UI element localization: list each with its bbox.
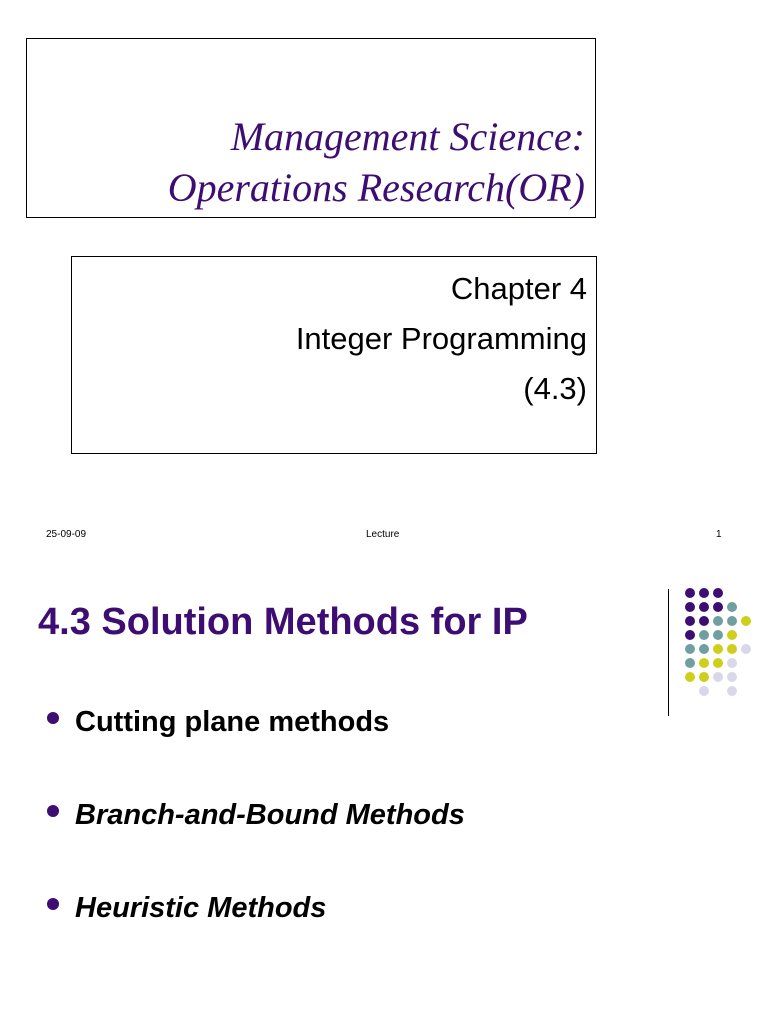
decorative-dot (727, 616, 737, 626)
decorative-dot (699, 616, 709, 626)
decorative-dot (713, 644, 723, 654)
decorative-dot (741, 616, 751, 626)
decorative-dot (713, 602, 723, 612)
chapter-topic: Integer Programming (295, 321, 587, 356)
decorative-dot (685, 672, 695, 682)
section-number: (4.3) (523, 371, 587, 406)
bullet-marker (47, 898, 59, 910)
decorative-dot (741, 644, 751, 654)
bullet-item-branch-and-bound: Branch-and-Bound Methods (75, 799, 465, 831)
decorative-dot (685, 588, 695, 598)
decorative-dot (727, 686, 737, 696)
decorative-dot (685, 602, 695, 612)
decorative-dot (685, 658, 695, 668)
decorative-dot (713, 672, 723, 682)
decorative-dot (699, 686, 709, 696)
slide-title-line-1: Management Science: (230, 114, 585, 159)
decorative-dot (713, 616, 723, 626)
bullet-item-cutting-plane: Cutting plane methods (75, 706, 390, 738)
decorative-dot (699, 658, 709, 668)
decorative-dot (699, 602, 709, 612)
slide-heading: 4.3 Solution Methods for IP (38, 601, 528, 643)
bullet-item-heuristic: Heuristic Methods (75, 892, 327, 924)
decorative-dot (713, 588, 723, 598)
decorative-dot (713, 658, 723, 668)
decorative-dot (699, 588, 709, 598)
bullet-marker (47, 712, 59, 724)
decorative-dot (699, 630, 709, 640)
decorative-dot (685, 630, 695, 640)
slide-title-line-2: Operations Research(OR) (167, 165, 585, 210)
decorative-dot (685, 616, 695, 626)
footer-page-number: 1 (716, 529, 722, 540)
bullet-marker (47, 805, 59, 817)
decorative-dot (727, 672, 737, 682)
decorative-dot (699, 644, 709, 654)
decorative-dot (699, 672, 709, 682)
decorative-dot (713, 630, 723, 640)
decorative-dot (727, 658, 737, 668)
footer-date: 25-09-09 (46, 529, 87, 540)
decorative-dot (727, 630, 737, 640)
decorative-dot (727, 644, 737, 654)
footer-label: Lecture (366, 529, 400, 540)
decorative-dot (727, 602, 737, 612)
decorative-dot (685, 644, 695, 654)
chapter-label: Chapter 4 (450, 271, 587, 306)
